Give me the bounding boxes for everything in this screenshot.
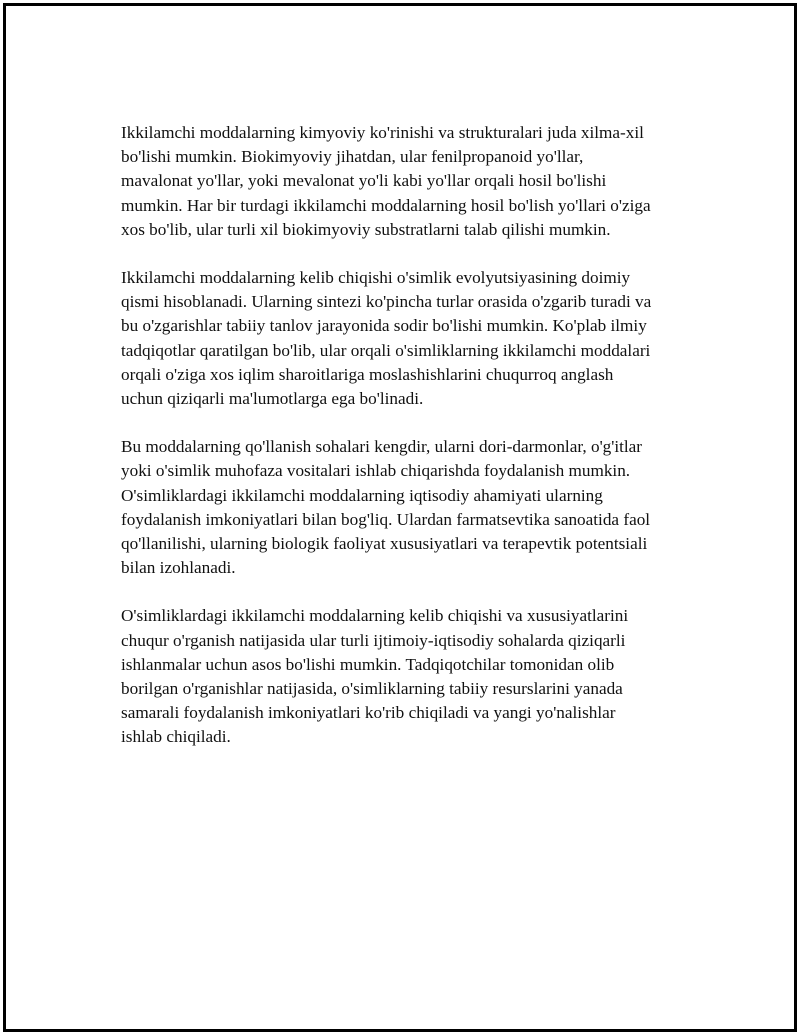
document-page — [3, 3, 797, 1032]
paragraph-1: Ikkilamchi moddalarning kimyoviy ko'rinishi va strukturalari juda xilma-xil bo'lishi mumkin. Biokimyoviy jihatdan, ular fenilpropanoid yo'llar, mavalonat yo'llar, yoki mevalonat yo'li kabi yo'llar orqali hosil bo'lishi mumkin. Har bir turdagi ikkilamchi moddalarning hosil bo'lish yo'llari o'ziga xos bo'lib, ular turli xil biokimyoviy substratlarni talab qilishi mumkin. — [121, 123, 651, 239]
document-body — [121, 121, 681, 774]
paragraph-2: Ikkilamchi moddalarning kelib chiqishi o'simlik evolyutsiyasining doimiy qismi hisoblanadi. Ularning sintezi ko'pincha turlar orasida o'zgarib turadi va bu o'zgarishlar tabiiy tanlov jarayonida sodir bo'lishi mumkin. Ko'plab ilmiy tadqiqotlar qaratilgan bo'lib, ular orqali o'simliklarning ikkilamchi moddalari orqali o'ziga xos iqlim sharoitlariga moslashishlarini chuqurroq anglash uchun qiziqarli ma'lumotlarga ega bo'linadi. — [121, 268, 652, 409]
paragraph-3: Bu moddalarning qo'llanish sohalari kengdir, ularni dori-darmonlar, o'g'itlar yoki o'simlik muhofaza vositalari ishlab chiqarishda foydalanish mumkin. O'simliklardagi ikkilamchi moddalarning iqtisodiy ahamiyati ularning foydalanish imkoniyatlari bilan bog'liq. Ulardan farmatsevtika sanoatida faol qo'llanilishi, ularning biologik faoliyat xususiyatlari va terapevtik potentsiali bilan izohlanadi. — [121, 437, 651, 578]
paragraph-4: O'simliklardagi ikkilamchi moddalarning kelib chiqishi va xususiyatlarini chuqur o'rganish natijasida ular turli ijtimoiy-iqtisodiy sohalarda qiziqarli ishlanmalar uchun asos bo'lishi mumkin. Tadqiqotchilar tomonidan olib borilgan o'rganishlar natijasida, o'simliklarning tabiiy resurslarini yanada samarali foydalanish imkoniyatlari ko'rib chiqiladi va yangi yo'nalishlar ishlab chiqiladi. — [121, 606, 629, 747]
